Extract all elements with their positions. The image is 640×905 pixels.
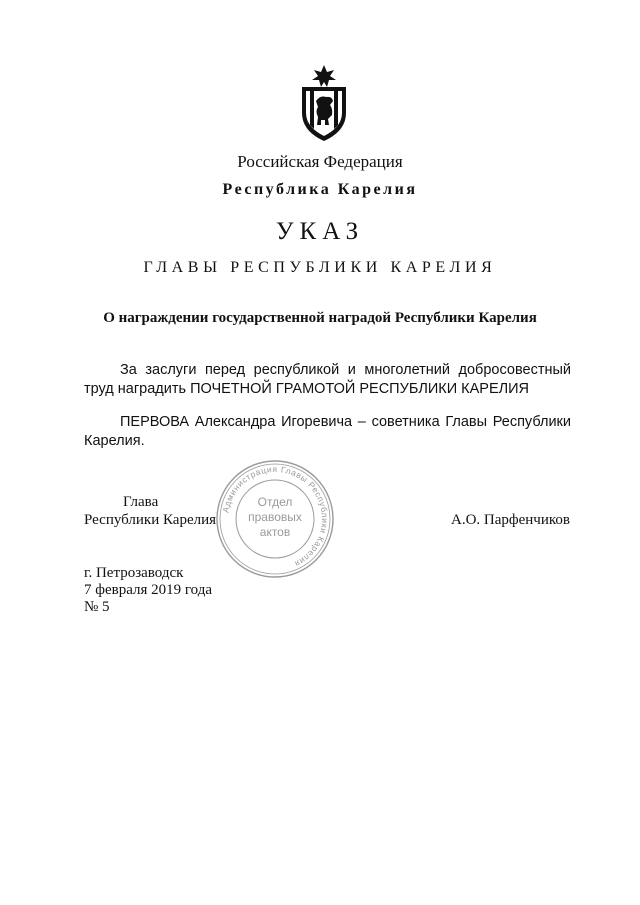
issue-place: г. Петрозаводск xyxy=(84,565,184,581)
signatory-name: А.О. Парфенчиков xyxy=(451,512,570,528)
decree-number: № 5 xyxy=(84,599,110,615)
signatory-position-line1: Глава xyxy=(123,494,159,510)
body-paragraph xyxy=(84,413,571,451)
republic-name: Республика Карелия xyxy=(222,181,418,198)
country-name: Российская Федерация xyxy=(237,152,403,171)
decree-subject: О награждении государственной наградой Республики Карелия xyxy=(103,310,537,326)
paragraph-text: ПЕРВОВА Александра Игоревича – советника Главы Республики Карелия. xyxy=(84,414,571,449)
stamp-center-line2: правовых xyxy=(248,510,302,524)
body-paragraph xyxy=(84,361,571,399)
official-stamp xyxy=(214,458,336,580)
stamp-center-line3: актов xyxy=(259,525,291,539)
issue-date: 7 февраля 2019 года xyxy=(84,582,213,598)
document-type: УКАЗ xyxy=(275,218,365,245)
paragraph-text: За заслуги перед республикой и многолетний добросовестный труд наградить ПОЧЕТНОЙ ГРАМОТОЙ РЕСПУБЛИКИ КАРЕЛИЯ xyxy=(84,362,571,397)
stamp-center-line1: Отдел xyxy=(257,495,293,509)
signatory-position-line2: Республики Карелия xyxy=(84,512,217,528)
stamp-ring-text: Администрация Главы Республики Карелия xyxy=(220,463,331,570)
issuer-title: ГЛАВЫ РЕСПУБЛИКИ КАРЕЛИЯ xyxy=(143,259,497,276)
coat-of-arms-icon xyxy=(296,63,352,143)
